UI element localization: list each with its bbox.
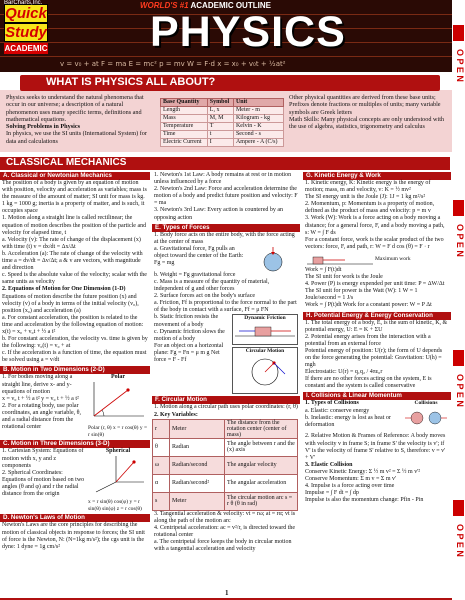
para-joule: The SI energy unit is the Joule (J): 1J = 1 kg m²/s²: [305, 194, 426, 201]
para-inelastic: b. Inelastic: energy is lost as heat or deformation: [305, 414, 391, 428]
intro-title: WHAT IS PHYSICS ALL ABOUT?: [46, 76, 216, 88]
table-row: Time t Second - s: [161, 131, 284, 139]
para-work-unit: The SI unit for work is the Joule: [305, 274, 383, 281]
column-c: [303, 172, 451, 504]
para-tangential: 3. Tangential acceleration & velocity: vt = rω; at = rα; vt is along the path of the motion arc: [154, 510, 296, 524]
intro-left: [6, 94, 152, 145]
para-elastic-collision: 3. Elastic Collision: [305, 461, 353, 468]
publisher: BarCharts,Inc.: [4, 0, 43, 6]
collisions-diagram: Collisions: [403, 400, 449, 433]
para-body-force: 1. Body force acts on the entire body, with the force acting at the center of mass: [154, 231, 295, 245]
section-a-text: The position of a body is given by an equation of motion with position, velocity and acceleration as variables; mass is the measure of the amount of matter; SI unit for mass is kg. 1 kg = 1000 g; inertia is a property of matter, and is such, it occupies space: [2, 180, 147, 215]
section-d-heading: D. Newton's Laws of Motion: [0, 514, 150, 522]
para-eq-1d-c: c. If the acceleration is a function of time, the equation must be solved using a = v/dt: [2, 350, 147, 364]
tab-open-3: O P E N: [455, 373, 465, 407]
para-work: 3. Work (W): Work is a force acting on a body moving a distance; for a general force, F, and a body moving a path, s: W = ∫ F ds: [305, 215, 445, 236]
para-2d-2: 2. For a rotating body, use polar coordinates, an angle variable, θ, and a radial distance from the rotational center: [2, 402, 82, 431]
para-elastic: a. Elastic: conserve energy: [305, 407, 370, 414]
para-momentum: 2. Momentum, p: Momentum is a property of motion, defined as the product of mass and velocity: p = m v: [305, 201, 435, 215]
para-centripetal-force: a. The centripetal force keeps the body in circular motion with a tangential acceleration and velocity: [154, 538, 292, 553]
para-surface-force: 2. Surface forces act on the body's surface: [154, 293, 256, 300]
table-row: Mass M, M Kilogram - kg: [161, 115, 284, 123]
polar-diagram: Polar Polar (r, θ) x = r cos(θ) y = r sin(θ): [88, 374, 148, 438]
para-velocity: a. Velocity (v): The rate of change of the displacement (x) with time (t) v = dx/dt = Δx/Δt: [2, 236, 141, 250]
table-row: Length L, x Meter - m: [161, 107, 284, 115]
table-row: ω Radian/second The angular velocity: [153, 456, 298, 474]
solving-text: In physics, we use the SI units (International System) for data and calculations: [6, 130, 147, 145]
friction-diagrams: Dynamic Friction Circular Motion: [232, 314, 298, 394]
para-1: 1. Motion along a straight line is called rectilinear; the equation of motion describes the position of the particle and velocity for elapsed time, t: [2, 215, 147, 236]
para-friction: a. Friction, Ff is proportional to the force normal to the part of the body in contact with a surface, Ff = μ FN: [154, 300, 297, 314]
table-row: r Meter The distance from the rotation center (center of mass): [153, 419, 298, 438]
intro-text: Physics seeks to understand the natural phenomena that occur in our universe; a description of a natural phenomenon uses many specific terms, definitions and mathematical equations.: [6, 94, 144, 123]
para-circular-1: 1. Motion along a circular path uses polar coordinates: (r, θ): [154, 404, 298, 411]
para-2d-1: 1. For bodies moving along a straight line, derive x- and y- equations of motion: [2, 374, 73, 395]
para-2d-eq: x = v₀ t + ½ a t² y = v₀ t + ½ a t²: [2, 395, 79, 402]
logo-study: Study: [5, 24, 47, 41]
section-b-heading: B. Motion in Two Dimensions (2-D): [0, 366, 150, 374]
para-impulse-eq: Impulse = ∫ F dt = ∫ dp: [305, 490, 359, 497]
para-speed: c. Speed is the absolute value of the velocity; scalar with the same units as velocity: [2, 272, 147, 286]
para-collision-types: 1. Types of Collisions: [305, 400, 359, 407]
logo-academic: ACADEMIC: [4, 44, 48, 53]
para-acceleration: b. Acceleration (a): The rate of change of the velocity with time a = dv/dt = Δv/Δt; a & v are vectors, with magnitude and direction: [2, 250, 143, 272]
background-equations: v = v₀ + at F = ma E = mc² p = mv W = F·d x = x₀ + v₀t + ½at²: [60, 60, 286, 68]
para-horizontal-plane: For an object on a horizontal plane: Fg = Fn = μ m g Net force = F - Ff: [154, 342, 224, 363]
page-number: 1: [225, 589, 229, 597]
para-relative-motion: 2. Relative Motion & Frames of Reference: A body moves with velocity v in frame S; in frame S' the velocity is v'; if V' is the velocity of frame S' relative to S, therefore: v = v' + V': [305, 433, 446, 461]
para-mass: c. Mass is a measure of the quantity of material, independent of g and other forces: [154, 278, 270, 293]
section-h-heading: H. Potential Energy & Energy Conservation: [303, 312, 451, 320]
newton-1: 1. Newton's 1st Law: A body remains at rest or in motion unless influenced by a force: [154, 172, 292, 186]
logo-quick: Quick: [5, 5, 47, 22]
para-3d-2: 2. Spherical Coordinates: Equations of motion based on two angles (θ and φ) and r the radial distance from the origin: [2, 469, 85, 497]
page-title: PHYSICS: [150, 8, 346, 56]
para-static-friction: b. Static friction resists the movement of a body: [154, 314, 219, 328]
newton-3: 3. Newton's 3rd Law: Every action is countered by an opposing action: [154, 207, 284, 221]
para-watt: The SI unit for power is the Watt (W): 1 W = 1 Joule/second = 1 J/s: [305, 288, 418, 302]
math-skills-text: Math Skills: Many physical concepts are only understood with the use of algebra, statistics, trigonometry and calculus: [289, 115, 445, 131]
tab-open-2: O P E N: [455, 223, 465, 257]
section-c-heading: C. Motion in Three Dimensions (3-D): [0, 440, 150, 448]
table-row: Electric Current I Ampere - A (C/s): [161, 139, 284, 147]
para-power-work: Work = ∫ P(t)dt Work for a constant power: W = P Δt: [305, 302, 432, 309]
para-conserve-ke: Conserve Kinetic Energy: Σ ½ m v² = Σ ½ m v'²: [305, 468, 421, 475]
derived-units-text: Other physical quantities are derived from these base units; Prefixes denote fractions or multiples of units; many variable symbols are Greek letters: [289, 94, 441, 116]
para-total-energy: 1. The total energy of a body, E, is the sum of kinetic, K, & potential energy, U: E = K + ΣU: [305, 319, 448, 333]
para-gravitation: Potential energy of position: U(r); the form of U depends on the force generating the potential: Gravitation: U(h) = mgh: [305, 347, 443, 369]
cm-title: CLASSICAL MECHANICS: [6, 157, 127, 168]
section-e-heading: E. Types of Forces: [152, 224, 300, 232]
para-impulse-momentum: Impulse is also the momentum change: Pfin - Pin: [305, 497, 424, 504]
quickstudy-logo: [4, 4, 48, 64]
table-row: α Radian/second² The angular acceleration: [153, 474, 298, 492]
column-b: [152, 172, 300, 553]
para-eq-1d-a: a. For constant acceleration, the position is related to the time and acceleration by the following equation of motion: x(t) = x₀ + v₀t + ½ a t²: [2, 314, 144, 335]
section-i-heading: I. Collisions & Linear Momentum: [303, 392, 451, 400]
para-newton-laws: Newton's Laws are the core principles for describing the motion of classical objects in response to forces; the SI unit of force is the Newton, N: (N=1kg m/s²); the cgs unit is the dyne: 1 dyne = 1g cm/s²: [2, 522, 145, 550]
section-a-heading: A. Classical or Newtonian Mechanics: [0, 172, 150, 180]
para-key-variables: 2. Key Variables:: [154, 411, 198, 418]
para-eq-1d: 2. Equations of Motion for One Dimension (1-D): [2, 286, 126, 293]
tab-open-1: O P E N: [455, 48, 465, 82]
para-work-integral: Work = ∫ F(t)dt: [305, 266, 342, 273]
para-conserve-p: Conserve Momentum: Σ m v = Σ m v': [305, 476, 397, 482]
solving-title: Solving Problems in Physics: [6, 123, 80, 131]
newton-2: 2. Newton's 2nd Law: Force and acceleration determine the motion of a body and predict future position and velocity: F = ma: [154, 186, 298, 207]
para-eq-1d-b: b. For constant acceleration, the velocity vs. time is given by the following: v₀(t) = v₀ + at: [2, 336, 148, 350]
para-power: 4. Power (P) is energy expended per unit time: P = ΔW/Δt: [305, 281, 445, 288]
tagline: WORLD'S #1 ACADEMIC OUTLINE: [140, 1, 271, 10]
base-quantity-table: Base Quantity Symbol Unit Length L, x Meter - m Mass M, M Kilogram - kg Temperature T Kelvin - K Time t Second - s Electric Current I Ampere - A (C/s): [160, 98, 284, 147]
para-impulse: 4. Impulse is a force acting over time: [305, 483, 395, 490]
para-3d-1: 1. Cartesian System: Equations of motion with x, y and z components: [2, 448, 84, 469]
intro-right: [289, 94, 449, 130]
para-centripetal: 4. Centripetal acceleration: ac = v²/r, is directed toward the rotational center: [154, 524, 296, 538]
para-dynamic-friction: c. Dynamic friction slows the motion of a body: [154, 328, 225, 342]
para-conservative: If there are no other forces acting on the system, E is constant and the system is called conservative: [305, 376, 432, 390]
work-diagram: Maximum work: [303, 251, 451, 267]
para-work-constant: For a constant force, work is the scalar product of the two vectors: force, F, and path, r: W = F d cos (θ) = F · r: [305, 236, 444, 250]
side-tab[interactable]: [452, 0, 465, 600]
table-row: θ Radian The angle between r and the (x) axis: [153, 438, 298, 456]
para-kinetic: 1. Kinetic energy, K: Kinetic energy is the energy of motion; mass, m and velocity, v: K = ½ mv²: [305, 180, 431, 194]
para-potential: 2. Potential energy arises from the interaction with a potential from an external force: [305, 333, 431, 347]
table-row: Temperature T Kelvin - K: [161, 123, 284, 131]
section-f-heading: F. Circular Motion: [152, 396, 300, 404]
section-g-heading: G. Kinetic Energy & Work: [303, 172, 451, 180]
table-row: s Meter The circular motion arc s = r θ (θ in rad): [153, 492, 298, 510]
earth-diagram: [250, 246, 296, 272]
column-a: [0, 172, 150, 551]
tab-open-4: O P E N: [455, 523, 465, 557]
spherical-diagram: Spherical x = r sin(θ) cos(φ) y = r sin(θ) sin(φ) z = r cos(θ): [88, 448, 142, 512]
para-grav-force: a. Gravitational force, Fg pulls an object toward the center of the Earth: Fg = mg: [154, 245, 244, 267]
para-weight: b. Weight = Fg gravitational force: [154, 271, 236, 278]
para-electrostatic: Electrostatic: U(r) = q₁q₂ / 4πε₀r: [305, 369, 383, 376]
key-variables-table: [152, 419, 298, 511]
para-eq-1d-text: Equations of motion describe the future position (x) and velocity (v) of a body in terms of the initial velocity (v₀), position (x₀) and acceleration (a): [2, 293, 139, 314]
